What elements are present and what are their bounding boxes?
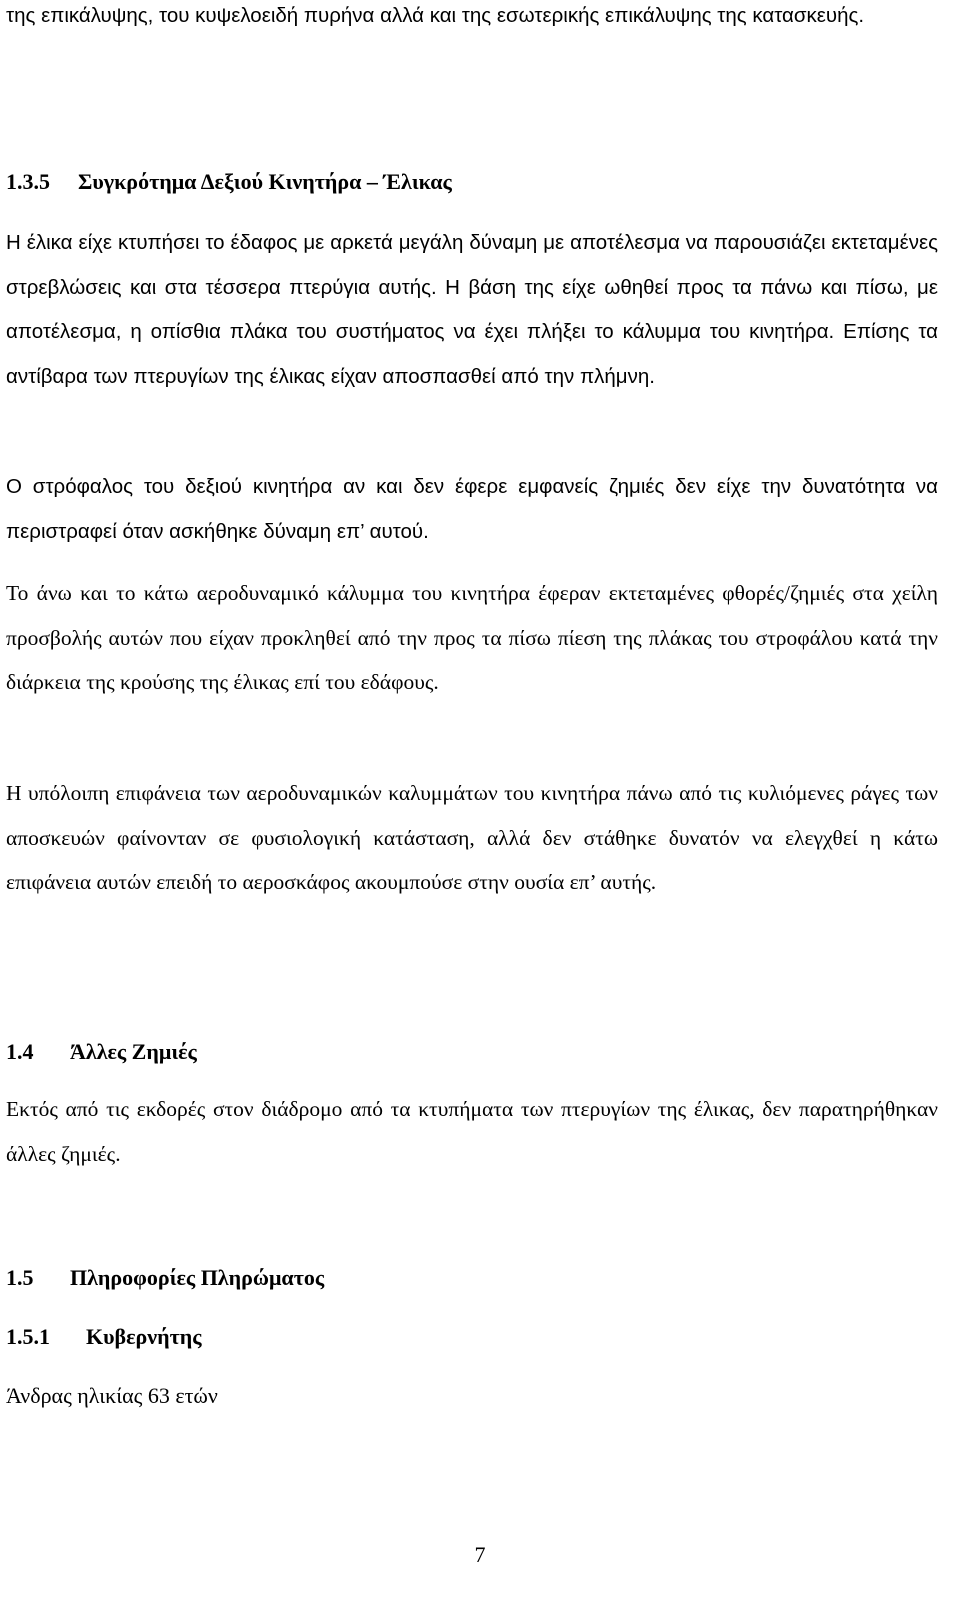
section-heading-1-4 (6, 1037, 197, 1067)
section-heading-1-3-5 (6, 167, 452, 197)
section-number: 1.4 (6, 1039, 34, 1064)
section-heading-1-5 (6, 1263, 324, 1293)
page-number: 7 (474, 1542, 486, 1567)
section-heading-1-5-1 (6, 1322, 202, 1352)
paragraph-cowling-damage: Το άνω και το κάτω αεροδυναμικό κάλυμμα του κινητήρα έφεραν εκτεταμένες φθορές/ζημιές στα χείλη προσβολής αυτών που είχαν προκληθεί από την προς τα πίσω πίεση της πλάκας του στροφάλου κατά την διάρκεια της κρούσης της έλικας επί του εδάφους. (6, 581, 938, 695)
section-number: 1.5.1 (6, 1324, 50, 1349)
section-title: Κυβερνήτης (86, 1324, 202, 1349)
section-number: 1.3.5 (6, 169, 50, 194)
paragraph-crankshaft: Ο στρόφαλος του δεξιού κινητήρα αν και δεν έφερε εμφανείς ζημιές δεν είχε την δυνατότητα να περιστραφεί όταν ασκήθηκε δύναμη επ’ αυτού. (6, 475, 938, 543)
paragraph-cowling-surface: Η υπόλοιπη επιφάνεια των αεροδυναμικών καλυμμάτων του κινητήρα πάνω από τις κυλιόμενες ράγες των αποσκευών φαίνονταν σε φυσιολογική κατάσταση, αλλά δεν στάθηκε δυνατόν να ελεγχθεί η κάτω επιφάνεια αυτών επειδή το αεροσκάφος ακουμπούσε στην ουσία επ’ αυτής. (6, 781, 938, 895)
captain-age-text: Άνδρας ηλικίας 63 ετών (6, 1383, 218, 1408)
paragraph-propeller-damage: Η έλικα είχε κτυπήσει το έδαφος με αρκετά μεγάλη δύναμη με αποτέλεσμα να παρουσιάζει εκτεταμένες στρεβλώσεις και στα τέσσερα πτερύγια αυτής. Η βάση της είχε ωθηθεί προς τα πάνω και πίσω, με αποτέλεσμα, η οπίσθια πλάκα του συστήματος να έχει πλήξει το κάλυμμα του κινητήρα. Επίσης τα αντίβαρα των πτερυγίων της έλικας είχαν αποσπασθεί από την πλήμνη. (6, 231, 938, 388)
section-number: 1.5 (6, 1265, 34, 1290)
paragraph-other-damage: Εκτός από τις εκδορές στον διάδρομο από τα κτυπήματα των πτερυγίων της έλικας, δεν παρατηρήθηκαν άλλες ζημιές. (6, 1097, 938, 1166)
intro-paragraph: της επικάλυψης, του κυψελοειδή πυρήνα αλλά και της εσωτερικής επικάλυψης της κατασκευής. (6, 4, 865, 27)
section-title: Άλλες Ζημιές (70, 1039, 197, 1064)
section-title: Συγκρότημα Δεξιού Κινητήρα – Έλικας (78, 169, 452, 194)
section-title: Πληροφορίες Πληρώματος (70, 1265, 325, 1290)
